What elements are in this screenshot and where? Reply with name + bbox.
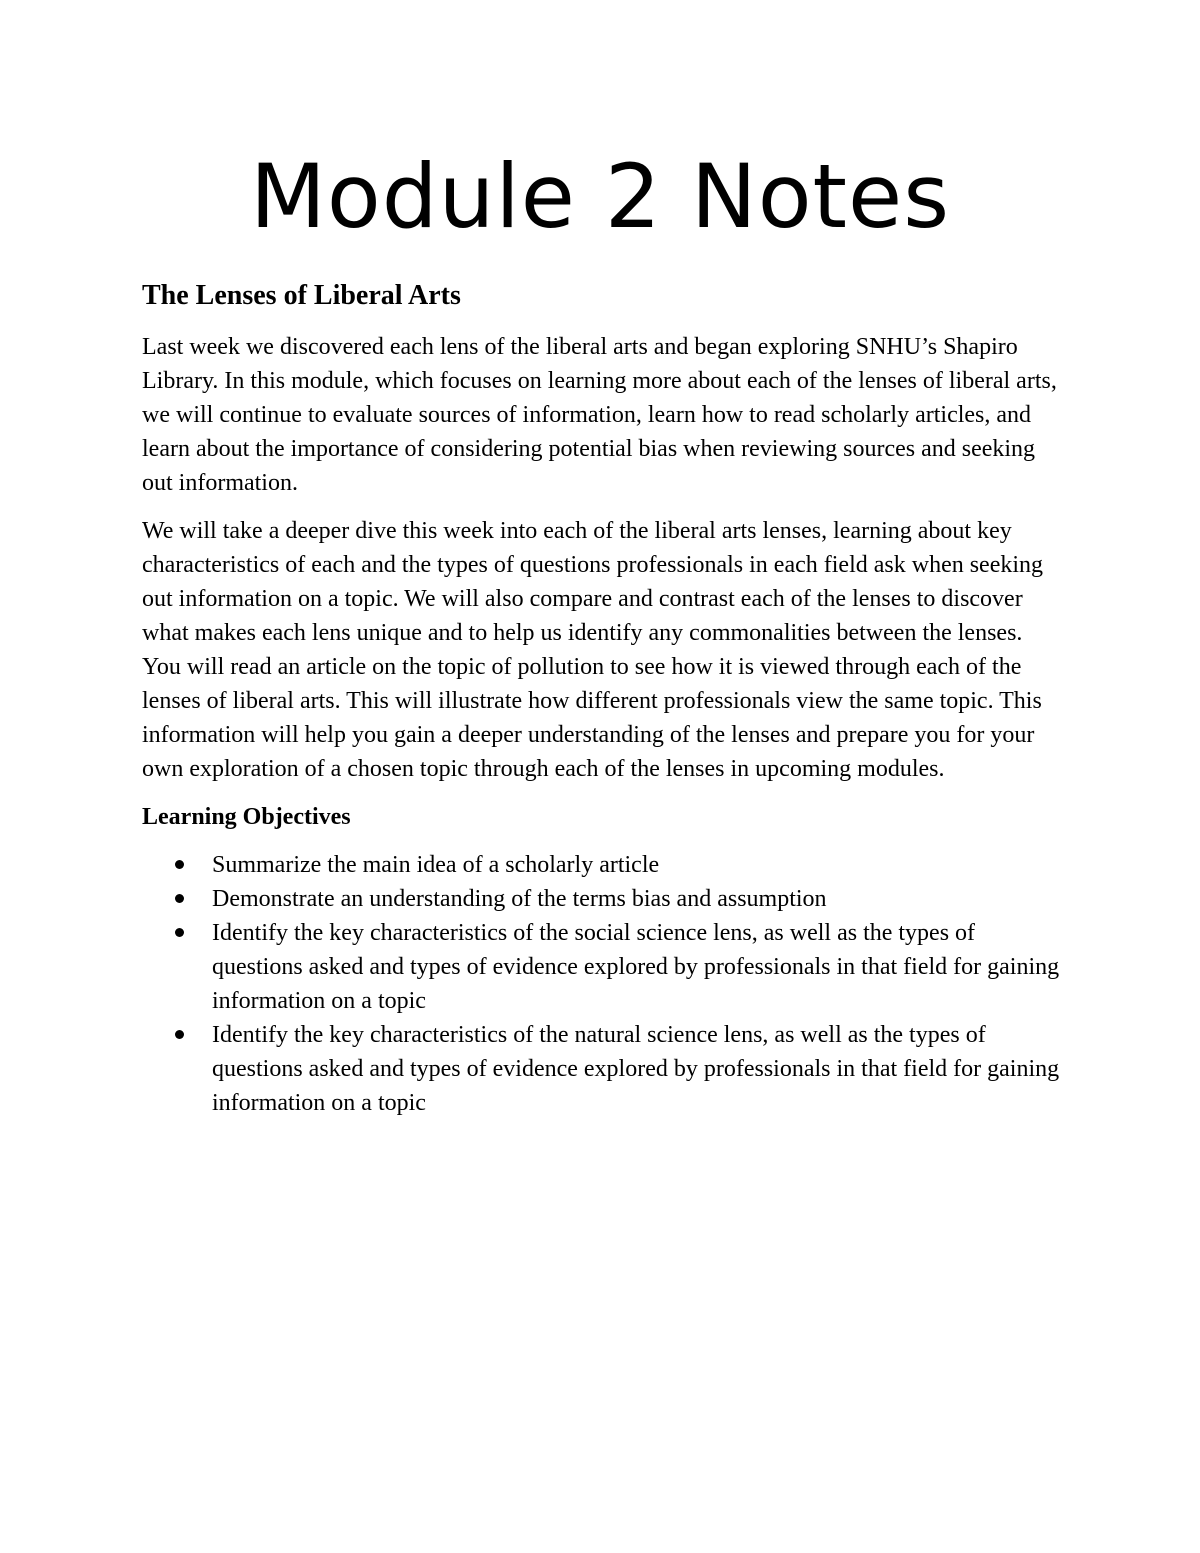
learning-objectives-list [142,848,1062,1120]
section-heading: The Lenses of Liberal Arts [142,280,461,311]
bullet-icon [175,894,184,903]
bullet-icon [175,1030,184,1039]
page-title: Module 2 Notes [249,145,951,248]
document-body [142,276,1062,1120]
objective-text: Summarize the main idea of a scholarly article [212,852,660,878]
objective-text: Identify the key characteristics of the social science lens, as well as the types of questions asked and types of evidence explored by professionals in that field for gaining information on a topic [212,920,1060,1014]
bullet-icon [175,860,184,869]
list-item [142,882,1062,916]
learning-objectives-heading: Learning Objectives [142,804,351,830]
bullet-icon [175,928,184,937]
overview-paragraph: We will take a deeper dive this week into each of the liberal arts lenses, learning about key characteristics of each and the types of questions professionals in each field ask when seeking out information on a topic. We will also compare and contrast each of the lenses to discover what makes each lens unique and to help us identify any commonalities between the lenses. You will read an article on the topic of pollution to see how it is viewed through each of the lenses of liberal arts. This will illustrate how different professionals view the same topic. This information will help you gain a deeper understanding of the lenses and prepare you for your own exploration of a chosen topic through each of the lenses in upcoming modules. [142,518,1044,782]
list-item [142,916,1062,1018]
list-item [142,1018,1062,1120]
objective-text: Identify the key characteristics of the natural science lens, as well as the types of questions asked and types of evidence explored by professionals in that field for gaining information on a topic [212,1022,1060,1116]
list-item [142,848,1062,882]
objective-text: Demonstrate an understanding of the terms bias and assumption [212,886,827,912]
intro-paragraph: Last week we discovered each lens of the liberal arts and began exploring SNHU’s Shapiro Library. In this module, which focuses on learning more about each of the lenses of liberal arts, we will continue to evaluate sources of information, learn how to read scholarly articles, and learn about the importance of considering potential bias when reviewing sources and seeking out information. [142,334,1057,496]
